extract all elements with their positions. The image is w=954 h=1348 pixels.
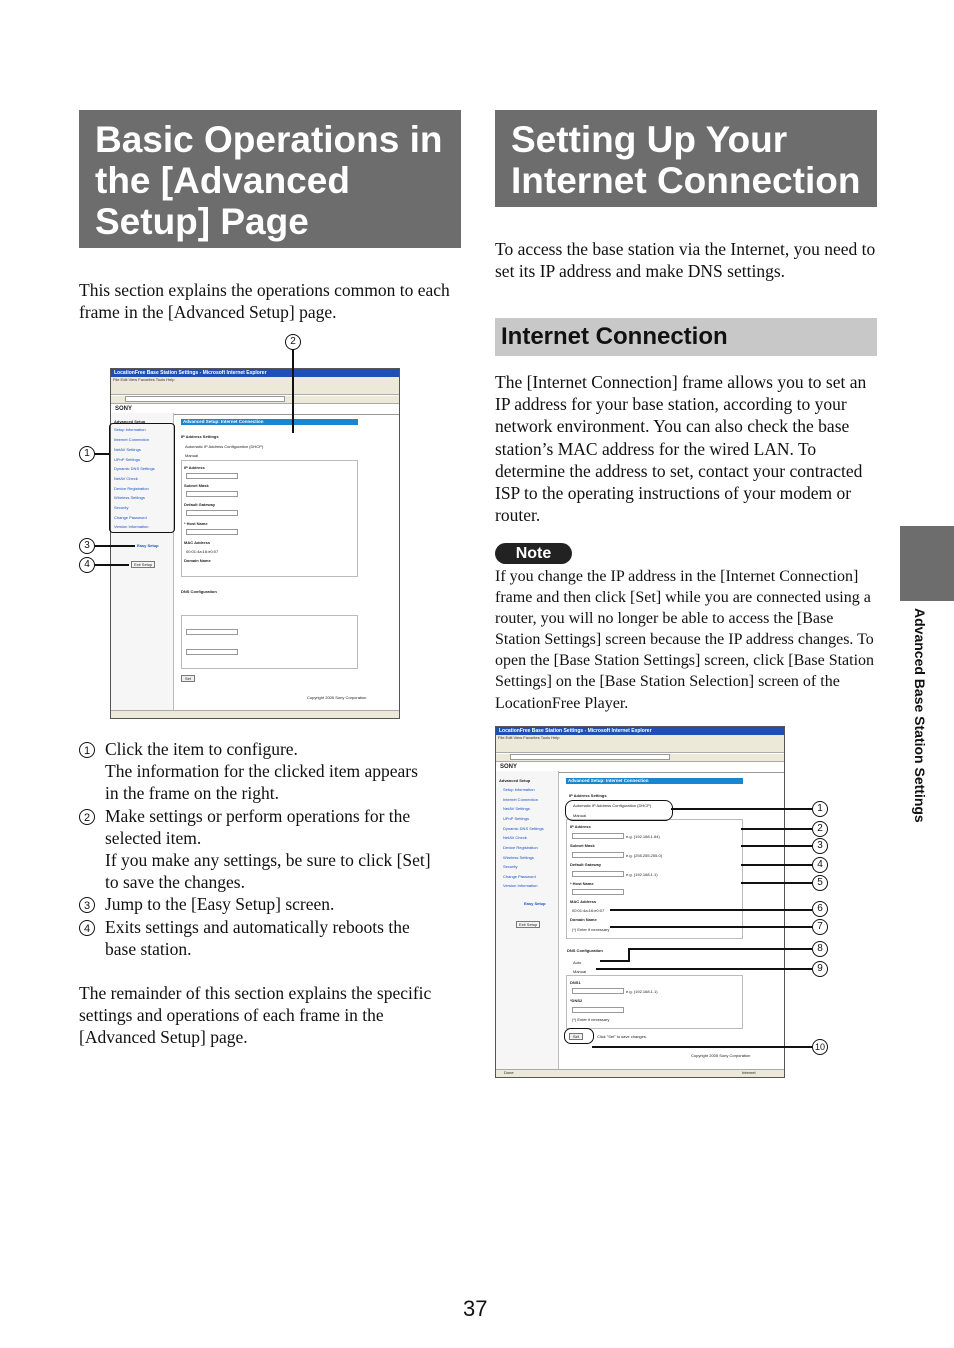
title-line: Basic Operations in [95,119,443,160]
copyright: Copyright 2005 Sony Corporation [307,695,367,700]
step-number: 2 [79,809,95,825]
menu-item[interactable]: Dynamic DNS Settings [114,466,155,471]
step-text: Jump to the [Easy Setup] screen. [105,894,335,915]
step-text: Make settings or perform operations for the [105,805,411,826]
status-bar [496,1069,784,1077]
menu-item[interactable]: Setup Information [114,427,146,432]
callout-line [592,1046,812,1048]
callout-line [671,808,812,810]
dhcp-option[interactable]: Automatic IP Address Configuration (DHCP) [185,444,264,449]
left-header: Advanced Setup [114,419,146,424]
title-line: Internet Connection [511,160,861,201]
dhcp-highlight [565,800,673,821]
subnet-input[interactable] [186,491,238,497]
dns-config-label: DNS Configuration [567,948,603,953]
ip-label: IP Address [184,465,205,470]
step-text: base station. [105,938,192,959]
menu-item[interactable]: Internet Connection [503,797,538,802]
step-item [79,805,464,894]
sony-logo: SONY [500,764,518,770]
callout-line [741,845,812,847]
window-title: LocationFree Base Station Settings - Microsoft Internet Explorer [111,369,399,377]
toolbar [111,383,399,395]
status-bar [111,710,399,718]
menu-item[interactable]: UPnP Settings [114,457,140,462]
dns2-input[interactable] [572,1007,624,1013]
callout-line [596,968,812,970]
dns1-example: e.g. (192.168.1.1) [626,989,658,994]
subnet-label: Subnet Mask [570,843,595,848]
address-bar [496,754,784,762]
step-number: 1 [79,742,95,758]
menu-highlight-box [109,423,175,533]
callout-number: 9 [812,961,828,977]
callout-line [628,948,630,960]
dns1-input[interactable] [572,988,624,994]
set-highlight [564,1028,594,1044]
dns2-input[interactable] [186,649,238,655]
step-text: to save the changes. [105,872,245,893]
gateway-label: Default Gateway [184,502,216,507]
dhcp-option[interactable]: Automatic IP Address Configuration (DHCP) [573,803,652,808]
address-bar [111,396,399,404]
section-title-basic-operations [79,110,461,248]
exit-setup-button[interactable]: Exit Setup [516,921,540,928]
dns1-label: DNS1 [570,980,581,985]
mac-value: 00:01:4a:16:e0:07 [186,549,219,554]
callout-line [600,960,630,962]
intro-paragraph: To access the base station via the Internet, you need to set its IP address and make DNS settings. [495,239,876,282]
menu-item[interactable]: Change Password [503,874,536,879]
callout-number: 3 [79,538,95,554]
status-done: Done [504,1070,514,1075]
title-line: Setting Up Your [511,119,788,160]
callout-number: 8 [812,941,828,957]
status-zone: Internet [742,1070,756,1075]
callout-number: 7 [812,919,828,935]
ip-input[interactable] [572,833,624,839]
dns1-input[interactable] [186,629,238,635]
dns-auto-option[interactable]: Auto [573,960,582,965]
step-number: 4 [79,920,95,936]
menu-item[interactable]: Wireless Settings [503,855,534,860]
chapter-tab [900,526,954,601]
host-input[interactable] [186,529,238,535]
title-line: Setup] Page [95,201,309,242]
step-text: The information for the clicked item appears [105,761,418,782]
menu-item[interactable]: Device Registration [503,845,538,850]
callout-line [610,909,812,911]
set-button[interactable]: Set [569,1033,583,1040]
dns-manual-option[interactable]: Manual [573,969,587,974]
subheading-internet-connection: Internet Connection [495,318,877,356]
copyright: Copyright 2005 Sony Corporation [691,1053,751,1058]
menu-item[interactable]: Device Registration [114,486,149,491]
ip-example: e.g. (192.168.1.64) [626,834,660,839]
browser-screenshot-internet-connection [495,726,785,1078]
page-number: 37 [463,1296,488,1321]
subnet-label: Subnet Mask [184,483,209,488]
callout-line [628,948,812,950]
callout-line [95,564,129,566]
host-input[interactable] [572,889,624,895]
chapter-label: Advanced Base Station Settings [912,608,928,823]
subnet-example: e.g. (255.255.255.0) [626,853,663,858]
note-text: If you change the IP address in the [Internet Connection] frame and then click [Set] while you are connected using a router, you will no longer be able to access the [Base Station Settings] screen because the IP address changes. To open the [Base Station Settings] screen, click [Base Station Settings] on the [Base Station Selection] screen of the LocationFree Player. [495,568,875,712]
callout-number: 3 [812,838,828,854]
menu-item[interactable]: Wireless Settings [114,495,145,500]
optional-note: (*) Enter if necessary [572,927,610,932]
ip-label: IP Address [570,824,591,829]
step-number: 3 [79,897,95,913]
callout-number: 4 [79,557,95,573]
callout-line [610,926,812,928]
easy-setup-link[interactable]: Easy Setup [524,901,546,906]
callout-number: 10 [812,1039,828,1055]
section-title-internet-connection [495,110,877,207]
menu-item[interactable]: Internet Connection [114,437,149,442]
step-text: Exits settings and automatically reboots the [105,916,410,937]
closing-paragraph: The remainder of this section explains the specific settings and operations of each frame in the [Advanced Setup] page. [79,983,432,1048]
menu-item[interactable]: Change Password [114,515,147,520]
callout-line [741,828,812,830]
step-text: Click the item to configure. [105,739,298,759]
menu-item[interactable]: Security [114,505,129,510]
host-label: * Host Name [184,521,208,526]
window-title: LocationFree Base Station Settings - Microsoft Internet Explorer [496,727,784,735]
step-item [79,738,464,805]
menu-bar: File Edit View Favorites Tools Help [496,735,784,741]
menu-item[interactable]: Version Information [114,524,149,529]
mac-label: MAC Address [570,899,597,904]
dns-config-label: DNS Configuration [181,589,217,594]
callout-line [95,545,135,547]
set-hint: Click "Set" to save changes. [597,1034,647,1039]
step-text: selected item. [105,827,202,848]
menu-item[interactable]: NetAV Check [503,835,527,840]
mac-value: 00:01:4a:16:e0:07 [572,908,605,913]
menu-item[interactable]: Setup Information [503,787,535,792]
callout-number: 4 [812,857,828,873]
menu-item[interactable]: NetAV Check [114,476,138,481]
gateway-label: Default Gateway [570,862,602,867]
note-badge: Note [495,543,572,564]
ip-settings-label: IP Address Settings [181,434,219,439]
callout-number: 2 [285,334,301,350]
callout-number: 1 [79,446,95,462]
dns2-label: *DNS2 [570,998,583,1003]
ip-input[interactable] [186,473,238,479]
browser-screenshot-advanced-setup [110,368,400,719]
callout-line [292,349,294,433]
menu-item[interactable]: UPnP Settings [503,816,529,821]
callout-number: 2 [812,821,828,837]
easy-setup-link[interactable]: Easy Setup [137,543,159,548]
callout-number: 6 [812,901,828,917]
set-button[interactable]: Set [181,675,195,682]
step-text: in the frame on the right. [105,783,279,804]
step-item [79,893,464,915]
body-paragraph: The [Internet Connection] frame allows you to set an IP address for your base station, according to your network environment. You can also check the base station’s MAC address for the wired LAN. To determine the address to set, contact your contracted ISP to the operating instructions of your modem or router. [495,372,867,526]
host-label: * Host Name [570,881,594,886]
title-line: the [Advanced [95,160,350,201]
step-text: If you make any settings, be sure to click [Set] [105,850,431,871]
menu-bar: File Edit View Favorites Tools Help [111,377,399,383]
callout-line [95,453,110,455]
mac-label: MAC Address [184,540,211,545]
intro-paragraph: This section explains the operations common to each frame in the [Advanced Setup] page. [79,280,450,323]
callout-line [741,882,812,884]
steps-list [79,738,464,960]
toolbar [496,741,784,753]
frame-title: Advanced Setup: Internet Connection [566,778,743,784]
manual-option[interactable]: Manual [185,453,199,458]
step-item [79,916,464,960]
sony-logo: SONY [115,406,133,412]
menu-item[interactable]: NetAV Settings [503,806,530,811]
dns-box [181,615,358,669]
callout-line [741,864,812,866]
callout-number: 5 [812,875,828,891]
exit-setup-button[interactable]: Exit Setup [131,561,155,568]
menu-item[interactable]: NetAV Settings [114,447,141,452]
subnet-input[interactable] [572,852,624,858]
domain-label: Domain Name [570,917,597,922]
optional-note: (*) Enter if necessary [572,1017,610,1022]
manual-option[interactable]: Manual [573,813,587,818]
domain-label: Domain Name [184,558,211,563]
gateway-example: e.g. (192.168.1.1) [626,872,658,877]
menu-item[interactable]: Dynamic DNS Settings [503,826,544,831]
frame-title: Advanced Setup: Internet Connection [181,419,358,425]
callout-number: 1 [812,801,828,817]
left-header: Advanced Setup [499,778,531,783]
gateway-input[interactable] [186,510,238,516]
menu-item[interactable]: Security [503,864,518,869]
ip-settings-label: IP Address Settings [569,793,607,798]
gateway-input[interactable] [572,871,624,877]
menu-item[interactable]: Version Information [503,883,538,888]
